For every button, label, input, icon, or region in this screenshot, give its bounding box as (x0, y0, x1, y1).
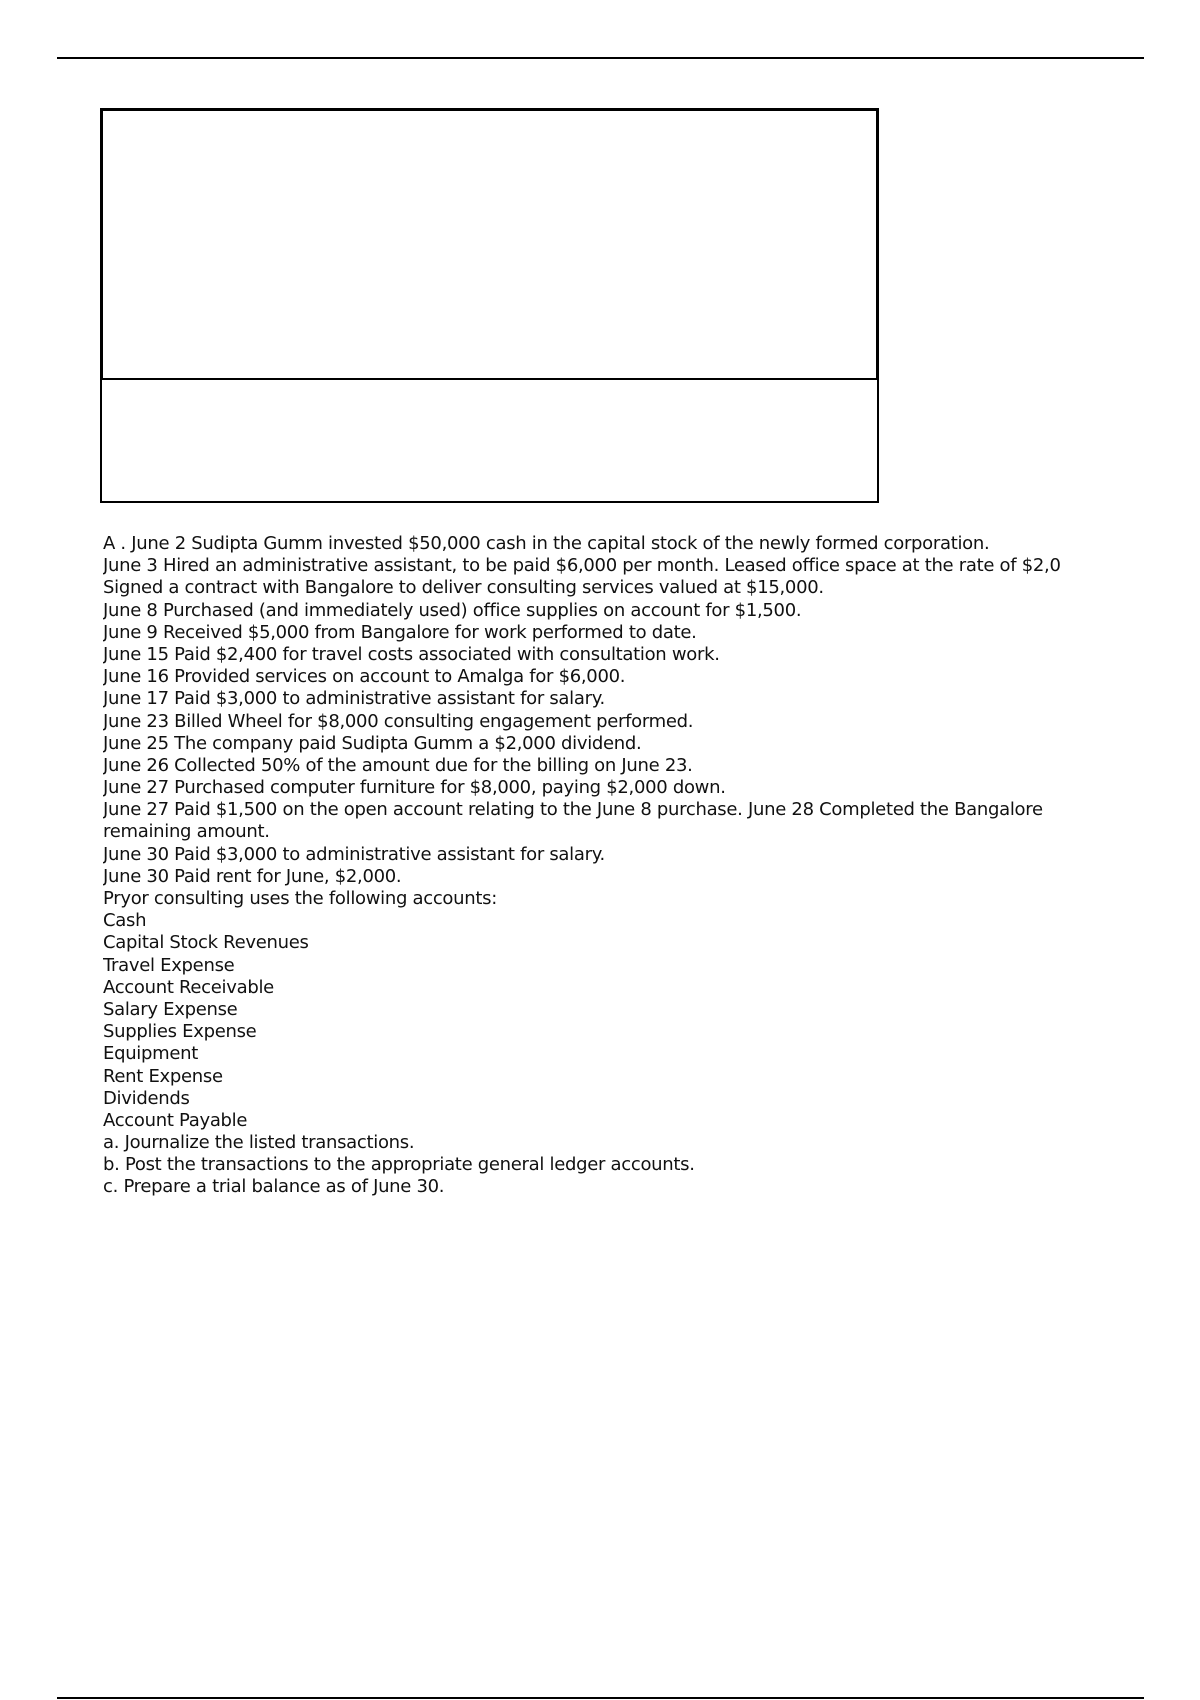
text-line: remaining amount. (103, 821, 270, 843)
account-item: Rent Expense (103, 1065, 223, 1087)
blank-box-upper (100, 108, 879, 381)
task-item: c. Prepare a trial balance as of June 30. (103, 1176, 445, 1198)
task-item: a. Journalize the listed transactions. (103, 1132, 415, 1154)
text-line: June 8 Purchased (and immediately used) office supplies on account for $1,500. (103, 599, 802, 621)
task-item: b. Post the transactions to the appropriate general ledger accounts. (103, 1154, 695, 1176)
text-line: June 3 Hired an administrative assistant, to be paid $6,000 per month. Leased office space at the rate of $2,0 (103, 555, 1061, 577)
account-item: Dividends (103, 1087, 190, 1109)
account-item: Capital Stock Revenues (103, 932, 309, 954)
text-line: June 17 Paid $3,000 to administrative assistant for salary. (103, 688, 605, 710)
text-line: A . June 2 Sudipta Gumm invested $50,000 cash in the capital stock of the newly formed corporation. (103, 533, 990, 554)
text-line: June 26 Collected 50% of the amount due for the billing on June 23. (103, 754, 693, 776)
account-item: Travel Expense (103, 954, 235, 976)
text-line: June 25 The company paid Sudipta Gumm a $2,000 dividend. (103, 732, 642, 754)
header-rule (57, 57, 1144, 59)
account-item: Account Payable (103, 1109, 248, 1131)
text-line: June 27 Paid $1,500 on the open account relating to the June 8 purchase. June 28 Completed the Bangalore (103, 799, 1043, 821)
footer-rule (57, 1697, 1144, 1699)
text-line: June 23 Billed Wheel for $8,000 consulting engagement performed. (103, 710, 694, 732)
text-line: June 27 Purchased computer furniture for $8,000, paying $2,000 down. (103, 777, 726, 799)
account-item: Equipment (103, 1043, 199, 1065)
text-line: Signed a contract with Bangalore to deliver consulting services valued at $15,000. (103, 577, 824, 599)
text-line: June 9 Received $5,000 from Bangalore for work performed to date. (103, 621, 697, 643)
account-item: Cash (103, 910, 147, 932)
problem-text (103, 533, 1078, 1199)
text-line: June 30 Paid rent for June, $2,000. (103, 865, 402, 887)
blank-box-lower (100, 380, 879, 503)
account-item: Account Receivable (103, 976, 274, 998)
text-line: June 30 Paid $3,000 to administrative assistant for salary. (103, 843, 605, 865)
text-line: June 16 Provided services on account to Amalga for $6,000. (103, 666, 626, 688)
account-item: Salary Expense (103, 998, 238, 1020)
text-line: Pryor consulting uses the following accounts: (103, 888, 497, 909)
text-line: June 15 Paid $2,400 for travel costs associated with consultation work. (103, 643, 720, 665)
account-item: Supplies Expense (103, 1021, 257, 1043)
